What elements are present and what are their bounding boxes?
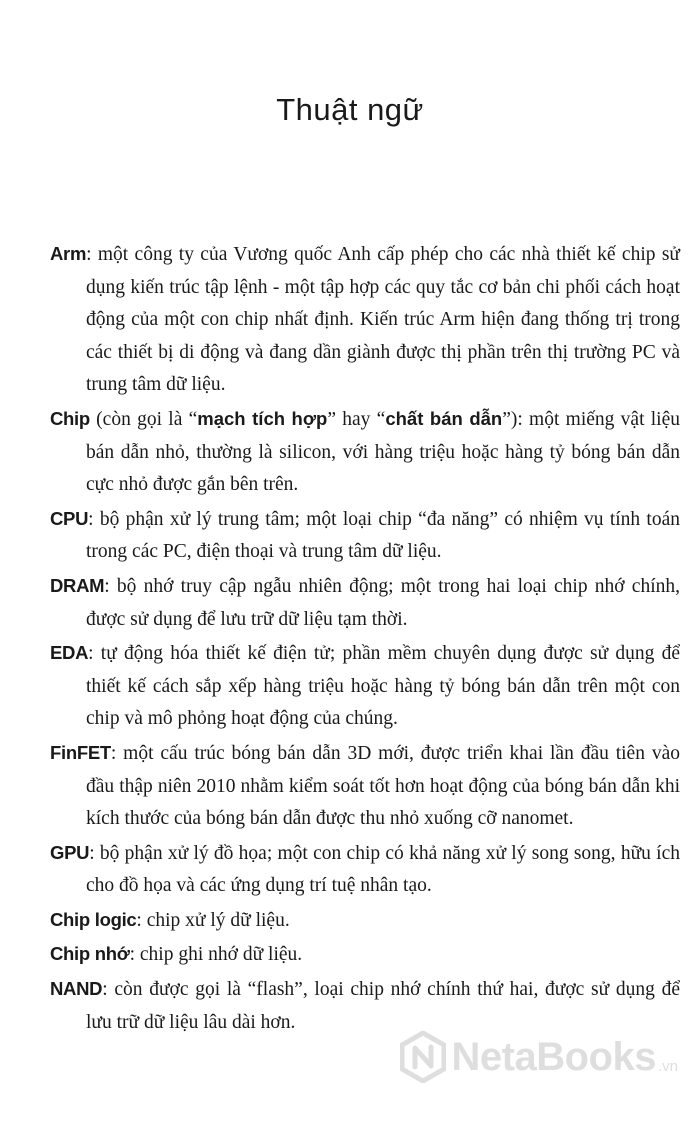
glossary-entry (50, 637, 680, 736)
glossary-definition: : bộ phận xử lý trung tâm; một loại chip “đa năng” có nhiệm vụ tính toán trong các PC, điện thoại và trung tâm dữ liệu. (86, 508, 680, 563)
glossary-definition: (còn gọi là “ (89, 408, 198, 430)
glossary-term: CPU (50, 507, 89, 529)
glossary-entry (50, 403, 680, 502)
glossary-term: Chip nhớ (50, 943, 130, 965)
glossary-definition: : chip xử lý dữ liệu. (136, 909, 290, 931)
glossary-definition: : tự động hóa thiết kế điện tử; phần mềm chuyên dụng được sử dụng để thiết kế cách sắp xếp hàng triệu hoặc hàng tỷ bóng bán dẫn trên một con chip và mô phỏng hoạt động của chúng. (86, 643, 680, 730)
watermark (400, 1031, 678, 1083)
glossary-entry (50, 503, 680, 569)
glossary-entry (50, 938, 680, 972)
glossary-term: Arm (50, 243, 87, 264)
glossary-term: Chip (50, 407, 90, 429)
glossary-entry (50, 904, 680, 938)
glossary-entry (50, 737, 680, 836)
glossary-term: DRAM (50, 574, 105, 596)
glossary-definition: : chip ghi nhớ dữ liệu. (129, 944, 303, 966)
glossary-term: GPU (50, 841, 90, 863)
glossary-entry (50, 570, 680, 636)
glossary-term: NAND (50, 978, 103, 1000)
glossary-highlight: mạch tích hợp (197, 407, 328, 429)
watermark-brand: NetaBooks (451, 1034, 656, 1079)
glossary-term: Chip logic (50, 908, 137, 930)
glossary-highlight: chất bán dẫn (385, 407, 503, 429)
glossary-list (50, 238, 680, 1040)
glossary-definition: ”): một miếng vật liệu bán dẫn nhỏ, thường là silicon, với hàng triệu hoặc hàng tỷ bóng bán dẫn cực nhỏ được gắn bên trên. (86, 408, 680, 496)
glossary-entry (50, 238, 680, 402)
glossary-definition: ” hay “ (327, 408, 386, 430)
page-title: Thuật ngữ (276, 92, 424, 127)
glossary-definition: : còn được gọi là “flash”, loại chip nhớ chính thứ hai, được sử dụng để lưu trữ dữ liệu lâu dài hơn. (86, 979, 680, 1033)
glossary-entry (50, 837, 680, 903)
glossary-definition: : bộ phận xử lý đồ họa; một con chip có khả năng xử lý song song, hữu ích cho đồ họa và các ứng dụng trí tuệ nhân tạo. (86, 842, 680, 897)
watermark-suffix: .vn (657, 1058, 678, 1075)
glossary-term: FinFET (50, 741, 111, 763)
netabooks-logo-icon (400, 1031, 446, 1083)
glossary-definition: : bộ nhớ truy cập ngẫu nhiên động; một trong hai loại chip nhớ chính, được sử dụng để lưu trữ dữ liệu tạm thời. (86, 575, 680, 630)
glossary-entry (50, 973, 680, 1039)
glossary-definition: : một công ty của Vương quốc Anh cấp phép cho các nhà thiết kế chip sử dụng kiến trúc tập lệnh - một tập hợp các quy tắc cơ bản chi phối cách hoạt động của một con chip nhất định. Kiến trúc Arm hiện đang thống trị trong các thiết bị di động và đang dần giành được thị phần trên thị trường PC và trung tâm dữ liệu. (86, 244, 680, 396)
glossary-term: EDA (50, 642, 89, 664)
glossary-definition: : một cấu trúc bóng bán dẫn 3D mới, được triển khai lần đầu tiên vào đầu thập niên 2010 nhằm kiểm soát tốt hơn hoạt động của bóng bán dẫn khi kích thước của bóng bán dẫn được thu nhỏ xuống cỡ nanomet. (86, 742, 680, 830)
